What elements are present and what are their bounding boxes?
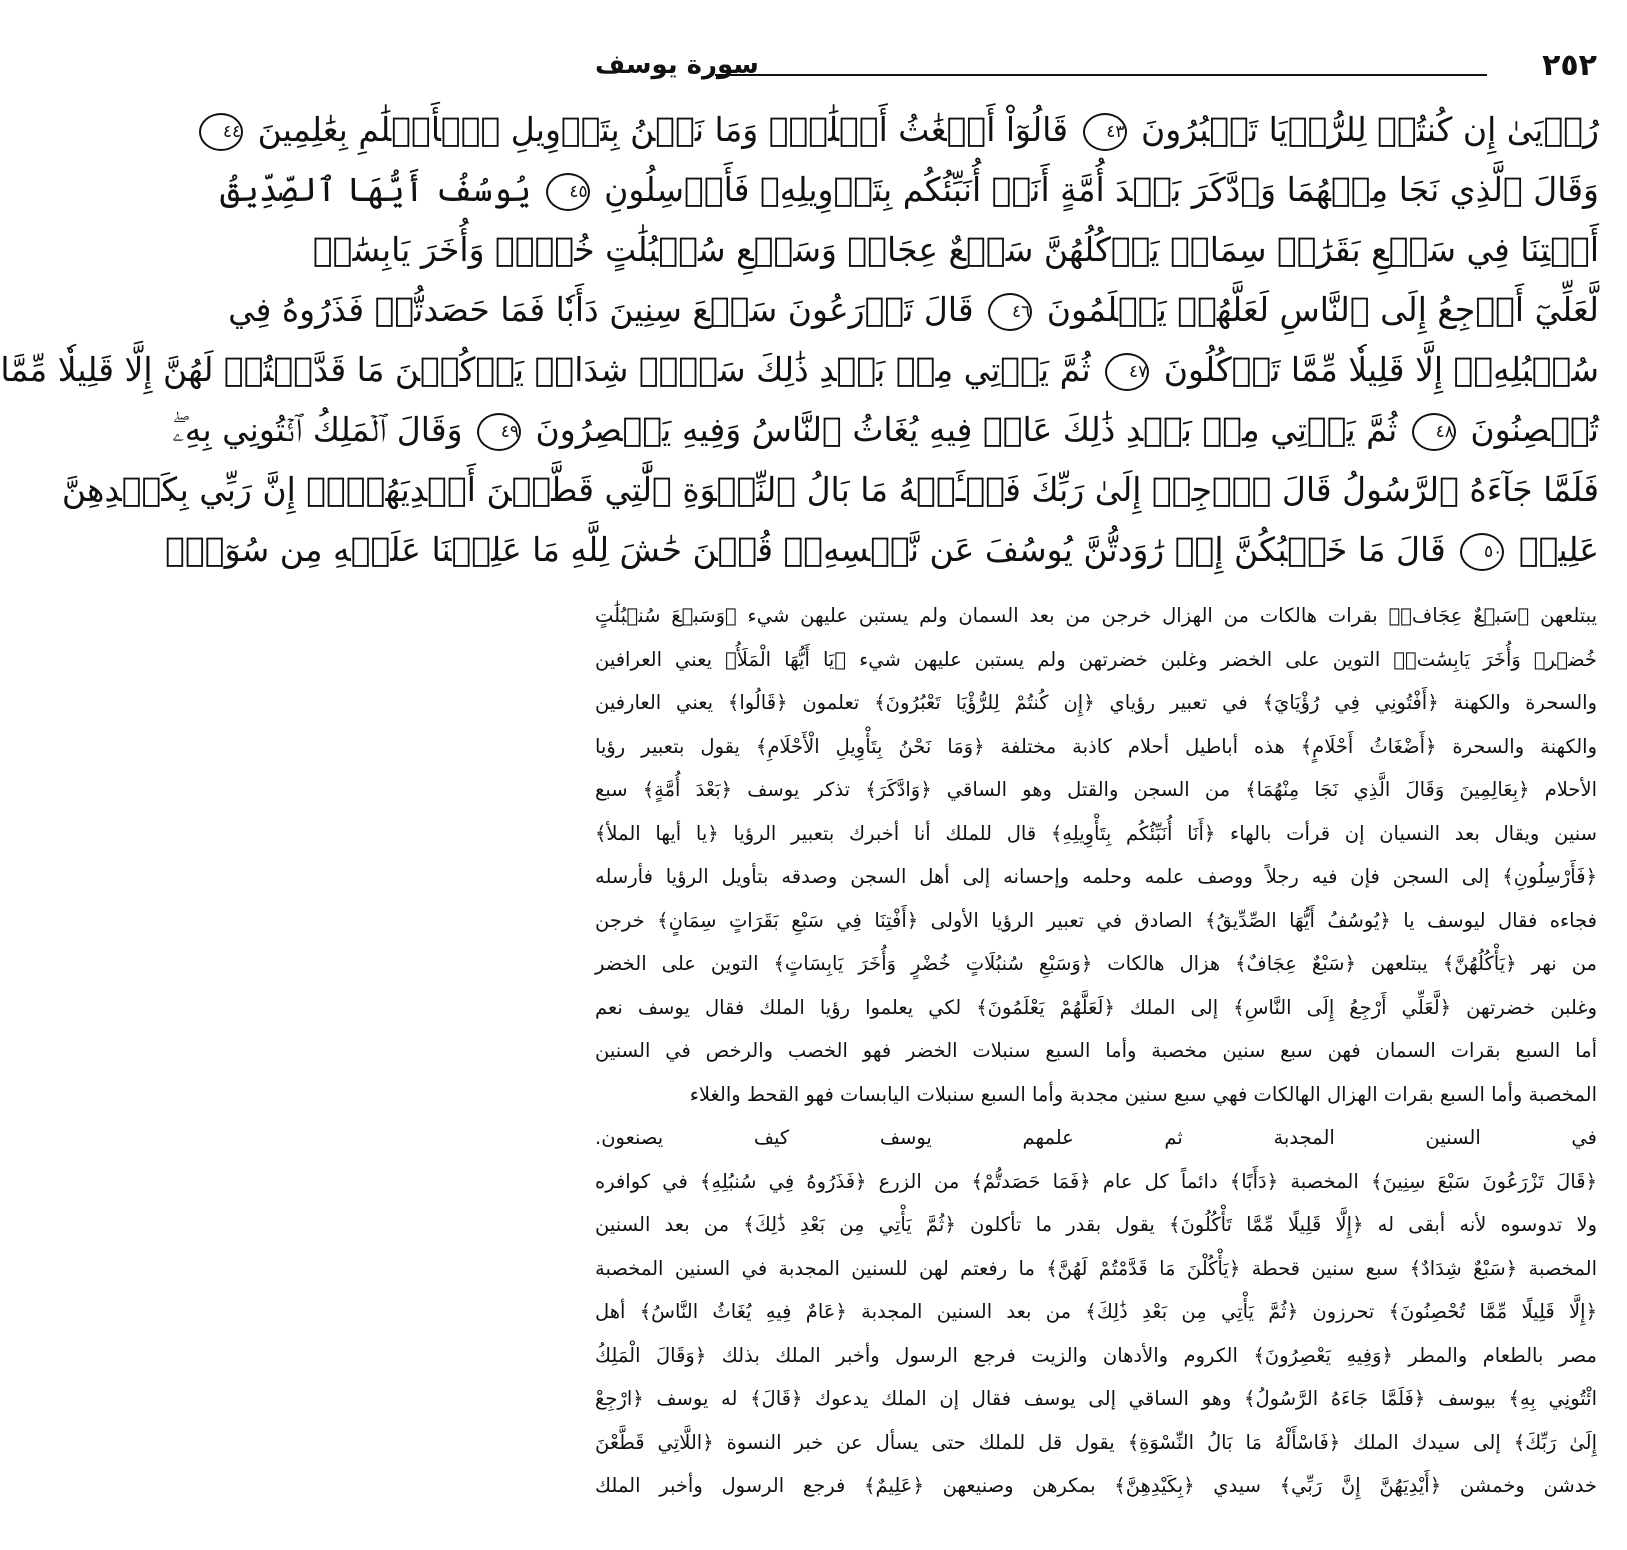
verse-text: ثُمَّ يَأۡتِي مِنۢ بَعۡدِ ذَٰلِكَ عَامٞ فِيهِ يُغَاثُ ٱلنَّاسُ وَفِيهِ يَعۡصِرُونَ bbox=[535, 410, 1398, 449]
tafsir-line: وغلبن خضرتهن ﴿لَّعَلِّي أَرْجِعُ إِلَى النَّاسِ﴾ إلى الملك ﴿لَعَلَّهُمْ يَعْلَمُونَ﴾ لكي يعلموا رؤيا الملك فقال يوسف نعم bbox=[595, 995, 1597, 1019]
ayah-number-marker: ٤٩ bbox=[477, 413, 521, 451]
ayah-number-marker: ٤٤ bbox=[199, 113, 243, 151]
page-header bbox=[595, 48, 1597, 88]
verse-text: رُءۡيَىٰ إِن كُنتُمۡ لِلرُّءۡيَا تَعۡبُرُونَ bbox=[1141, 110, 1599, 149]
verse-line bbox=[228, 280, 1599, 340]
verse-line bbox=[0, 340, 1599, 400]
ayah-number-marker: ٤٥ bbox=[546, 173, 590, 211]
tafsir-line: المخصبة ﴿سَبْعٌ شِدَادٌ﴾ سبع سنين قحطة ﴿يَأْكُلْنَ مَا قَدَّمْتُمْ لَهُنَّ﴾ ما رفعتم لهن للسنين المجدبة في السنين المخصبة bbox=[595, 1256, 1597, 1280]
tafsir-line: في السنين المجدبة ثم علمهم يوسف كيف يصنعون. bbox=[595, 1126, 1597, 1149]
verse-line bbox=[172, 400, 1599, 460]
tafsir-line: إِلَىٰ رَبِّكَ﴾ إلى سيدك الملك ﴿فَاسْأَلْهُ مَا بَالُ النِّسْوَةِ﴾ يقول قل للملك حتى يسأل عن خبر النسوة ﴿اللَّاتِي قَطَّعْنَ bbox=[595, 1430, 1597, 1454]
ayah-number-marker: ٤٧ bbox=[1105, 353, 1149, 391]
verse-text: سُنۢبُلِهِۦٓ إِلَّا قَلِيلٗا مِّمَّا تَأۡكُلُونَ bbox=[1163, 350, 1599, 389]
tafsir-line: الأحلام ﴿بِعَالِمِينَ وَقَالَ الَّذِي نَجَا مِنْهُمَا﴾ من السجن والقتل وهو الساقي ﴿وَادَّكَرَ﴾ تذكر يوسف ﴿بَعْدَ أُمَّةٍ﴾ سبع bbox=[595, 778, 1597, 801]
verse-line bbox=[220, 160, 1599, 220]
tafsir-line: ائْتُونِي بِهِ﴾ بيوسف ﴿فَلَمَّا جَاءَهُ الرَّسُولُ﴾ وهو الساقي إلى يوسف فقال إن الملك يدعوك ﴿قَالَ﴾ له يوسف ﴿ارْجِعْ bbox=[595, 1387, 1597, 1410]
tafsir-line: أما السبع بقرات السمان فهن سبع سنين مخصبة وأما السبع سنبلات الخضر فهو الخصب والرخص في السنين bbox=[595, 1039, 1597, 1062]
tafsir-line: ﴿قَالَ تَزْرَعُونَ سَبْعَ سِنِينَ﴾ المخصبة ﴿دَأَبًا﴾ دائماً كل عام ﴿فَمَا حَصَدتُّمْ﴾ من الزرع ﴿فَذَرُوهُ فِي سُنبُلِهِ﴾ في كوافره bbox=[595, 1169, 1597, 1193]
ayah-number-marker: ٥٠ bbox=[1460, 533, 1504, 571]
tafsir-line: يبتلعهن ﴿سَبۡعٌ عِجَافٞ﴾ بقرات هالكات من الهزال خرجن من بعد السمان ولم يستبن عليهن شيء ﴿وَسَبۡعَ سُنۢبُلَٰتٍ bbox=[595, 604, 1597, 627]
verse-text: فَلَمَّا جَآءَهُ ٱلرَّسُولُ قَالَ ٱرۡجِعۡ إِلَىٰ رَبِّكَ فَسۡـَٔلۡهُ مَا بَالُ ٱلنِّسۡوَةِ ٱلَّٰتِي قَطَّعۡنَ أَيۡدِيَهُنَّۚ إِنَّ رَبِّي بِكَيۡدِهِنَّ bbox=[61, 470, 1599, 509]
verse-text: لَّعَلِّيٓ أَرۡجِعُ إِلَى ٱلنَّاسِ لَعَلَّهُمۡ يَعۡلَمُونَ bbox=[1046, 290, 1599, 329]
verse-text: أَفۡتِنَا فِي سَبۡعِ بَقَرَٰتٖ سِمَانٖ يَأۡكُلُهُنَّ سَبۡعٌ عِجَافٞ وَسَبۡعِ سُنۢبُلَٰتٍ خُضۡرٖ وَأُخَرَ يَابِسَٰتٖ bbox=[312, 230, 1599, 269]
verse-text: تُحۡصِنُونَ bbox=[1470, 410, 1599, 449]
verse-text: قَالَ تَزۡرَعُونَ سَبۡعَ سِنِينَ دَأَبٗا فَمَا حَصَدتُّمۡ فَذَرُوهُ فِي bbox=[228, 290, 974, 329]
tafsir-line: ولا تدوسوه لأنه أبقى له ﴿إِلَّا قَلِيلًا مِّمَّا تَأْكُلُونَ﴾ يقول بقدر ما تأكلون ﴿ثُمَّ يَأْتِي مِن بَعْدِ ذَٰلِكَ﴾ من بعد السنين bbox=[595, 1213, 1597, 1236]
verse-text: قَالَ مَا خَطۡبُكُنَّ إِذۡ رَٰوَدتُّنَّ يُوسُفَ عَن نَّفۡسِهِۦۚ قُلۡنَ حَٰشَ لِلَّهِ مَا عَلِمۡنَا عَلَيۡهِ مِن سُوٓءٖۚ bbox=[165, 530, 1446, 569]
verse-line bbox=[312, 220, 1599, 280]
verse-line bbox=[61, 460, 1599, 520]
verse-text: يُوسُفُ أَيُّهَا ٱلصِّدِّيقُ bbox=[220, 170, 532, 209]
quran-text-block bbox=[0, 100, 1599, 580]
ayah-number-marker: ٤٨ bbox=[1412, 413, 1456, 451]
tafsir-line: المخصبة وأما السبع بقرات الهزال الهالكات فهي سبع سنين مجدبة وأما السبع سنبلات اليابسات فهو القحط والغلاء bbox=[689, 1082, 1597, 1106]
tafsir-line: ﴿فَأَرْسِلُونِ﴾ إلى السجن فإن فيه رجلاً ووصف علمه وحلمه وإحسانه إلى أهل السجن وصدقه بتأويل الرؤيا فأرسله bbox=[595, 865, 1597, 888]
ayah-number-marker: ٤٣ bbox=[1083, 113, 1127, 151]
verse-line bbox=[222, 100, 1599, 160]
tafsir-line: سنين ويقال بعد النسيان إن قرأت بالهاء ﴿أَنَا أُنَبِّئُكُم بِتَأْوِيلِهِ﴾ قال للملك أنا أخبرك بتعبير الرؤيا ﴿يا أيها الملأ﴾ bbox=[595, 821, 1597, 845]
tafsir-line: والكهنة والسحرة ﴿أَضْغَاثُ أَحْلَامٍ﴾ هذه أباطيل أحلام كاذبة مختلفة ﴿وَمَا نَحْنُ بِتَأْوِيلِ الْأَحْلَامِ﴾ يقول بتعبير رؤيا bbox=[595, 734, 1597, 758]
surah-name: سورة يوسف bbox=[595, 50, 759, 80]
tafsir-line: فجاءه فقال ليوسف يا ﴿يُوسُفُ أَيُّهَا الصِّدِّيقُ﴾ الصادق في تعبير الرؤيا الأولى ﴿أَفْتِنَا فِي سَبْعِ بَقَرَاتٍ سِمَانٍ﴾ خرجن bbox=[595, 908, 1597, 932]
tafsir-line: خُضۡرٖ وَأُخَرَ يَابِسَٰتٖ﴾ التوين على الخضر وغلبن خضرتهن ولم يستبن عليهن شيء ﴿يَا أَيُّهَا الْمَلَأُ﴾ يعني العرافين bbox=[595, 647, 1597, 671]
tafsir-line: والسحرة والكهنة ﴿أَفْتُونِي فِي رُؤْيَايَ﴾ في تعبير رؤياي ﴿إِن كُنتُمْ لِلرُّؤْيَا تَعْبُرُونَ﴾ تعلمون ﴿قَالُوا﴾ يعني العارفين bbox=[595, 691, 1597, 714]
verse-line bbox=[165, 520, 1599, 580]
verse-text: وَقَالَ ٱلۡمَلِكُ ٱئۡتُونِي بِهِۦۖ bbox=[172, 410, 463, 449]
verse-text: وَقَالَ ٱلَّذِي نَجَا مِنۡهُمَا وَٱدَّكَرَ بَعۡدَ أُمَّةٍ أَنَا۠ أُنَبِّئُكُم بِتَأۡوِيلِهِۦ فَأَرۡسِلُونِ bbox=[604, 170, 1599, 209]
tafsir-line: ﴿إِلَّا قَلِيلًا مِّمَّا تُحْصِنُونَ﴾ تحرزون ﴿ثُمَّ يَأْتِي مِن بَعْدِ ذَٰلِكَ﴾ من بعد السنين المجدبة ﴿عَامٌ فِيهِ يُغَاثُ النَّاسُ﴾ أهل bbox=[595, 1300, 1597, 1323]
ayah-number-marker: ٤٦ bbox=[988, 293, 1032, 331]
tafsir-line: مصر بالطعام والمطر ﴿وَفِيهِ يَعْصِرُونَ﴾ الكروم والأدهان والزيت فرجع الرسول وأخبر الملك بذلك ﴿وَقَالَ الْمَلِكُ bbox=[595, 1343, 1597, 1367]
verse-text: عَلِيمٞ bbox=[1518, 530, 1599, 569]
header-rule bbox=[715, 74, 1487, 76]
tafsir-commentary-block bbox=[595, 598, 1597, 1528]
page-number: ٢٥٢ bbox=[1542, 48, 1597, 83]
verse-text: قَالُوٓاْ أَضۡغَٰثُ أَحۡلَٰمٖۖ وَمَا نَحۡنُ بِتَأۡوِيلِ ٱلۡأَحۡلَٰمِ بِعَٰلِمِينَ bbox=[257, 110, 1068, 149]
tafsir-line: من نهر ﴿يَأْكُلُهُنَّ﴾ يبتلعهن ﴿سَبْعٌ عِجَافٌ﴾ هزال هالكات ﴿وَسَبْعِ سُنبُلَاتٍ خُضْرٍ وَأُخَرَ يَابِسَاتٍ﴾ التوين على الخضر bbox=[595, 952, 1597, 975]
tafsir-line: خدشن وخمشن ﴿أَيْدِيَهُنَّ إِنَّ رَبِّي﴾ سيدي ﴿بِكَيْدِهِنَّ﴾ بمكرهن وصنيعهن ﴿عَلِيمٌ﴾ فرجع الرسول وأخبر الملك bbox=[595, 1474, 1597, 1497]
verse-text: ثُمَّ يَأۡتِي مِنۢ بَعۡدِ ذَٰلِكَ سَبۡعٞ شِدَادٞ يَأۡكُلۡنَ مَا قَدَّمۡتُمۡ لَهُنَّ إِلَّا قَلِيلٗا مِّمَّا bbox=[0, 350, 1091, 389]
